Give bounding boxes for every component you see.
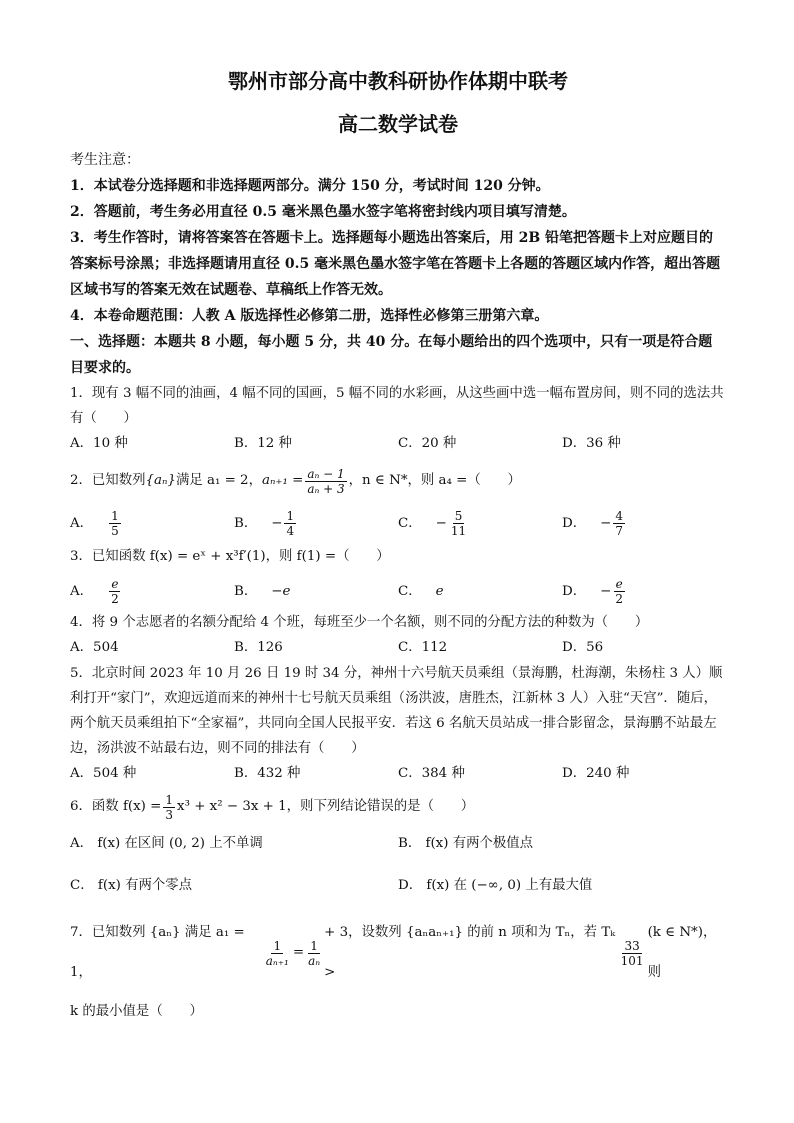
fraction-denominator: aₙ₊₁ (265, 953, 289, 968)
fraction-numerator: 1 (165, 792, 174, 807)
fraction-numerator: 1 (273, 938, 282, 953)
option-c (398, 577, 562, 606)
fraction-numerator: aₙ − 1 (307, 466, 345, 481)
fraction-numerator: e (615, 577, 623, 591)
question-stem (70, 913, 726, 993)
fraction-denominator: 3 (165, 807, 174, 822)
option-b: B．432 种 (234, 766, 301, 781)
option-b: B．12 种 (234, 436, 292, 451)
option-row (70, 761, 726, 787)
option-row (70, 635, 726, 661)
exam-subtitle: 高二数学试卷 (338, 112, 458, 136)
question-stem (70, 461, 726, 501)
fraction-denominator: 11 (450, 524, 467, 538)
option-a: A．10 种 (70, 436, 128, 451)
option-label: D． (562, 515, 587, 531)
stem-prefix: 2．已知数列 (70, 473, 146, 488)
fraction-denominator: aₙ + 3 (307, 481, 345, 496)
option-label: B． (234, 515, 258, 531)
option-value: e (435, 583, 444, 599)
fraction-numerator: 5 (454, 509, 463, 523)
fraction-numerator: 1 (111, 509, 119, 523)
equals-sign: = (292, 945, 305, 960)
option-row (70, 577, 726, 606)
option-sign: − (271, 515, 283, 531)
option-d: D． f(x) 在 (−∞, 0) 上有最大值 (398, 878, 593, 893)
notice-item-2: 2．答题前，考生务必用直径 0.5 毫米黑色墨水签字笔将密封线内项目填写清楚。 (70, 204, 576, 220)
coefficient-fraction (163, 793, 175, 822)
option-fraction (284, 509, 296, 538)
option-a: A．504 种 (70, 766, 137, 781)
option-a (70, 577, 234, 606)
option-d (562, 509, 726, 538)
question-3 (70, 544, 726, 606)
fraction-numerator: 1 (310, 938, 318, 953)
option-label: A． (70, 583, 94, 599)
option-d (562, 577, 726, 606)
rhs-fraction (306, 939, 322, 968)
option-a: A． f(x) 在区间 (0, 2) 上不单调 (70, 836, 263, 851)
option-c: C．112 (398, 640, 448, 655)
option-sign: − (600, 583, 612, 599)
option-sign: − (435, 515, 447, 531)
notice-item-1: 1．本试卷分选择题和非选择题两部分。满分 150 分，考试时间 120 分钟。 (70, 178, 550, 194)
recurrence-fraction (305, 467, 346, 496)
option-d: D．56 (562, 640, 604, 655)
option-b: B．126 (234, 640, 283, 655)
question-2 (70, 461, 726, 538)
fraction-denominator: 2 (615, 592, 624, 606)
option-d: D．240 种 (562, 766, 630, 781)
notice-item-3: 3．考生作答时，请将答案答在答题卡上。选择题每小题选出答案后，用 2B 铅笔把答题卡上对应题目的答案标号涂黑；非选择题请用直径 0.5 毫米黑色墨水签字笔在答题卡上各题的答题区域内作答，超出答题区域书写的答案无效在试题卷、草稿纸上作答无效。 (70, 230, 721, 298)
option-label: C． (398, 515, 422, 531)
question-stem: 5．北京时间 2023 年 10 月 26 日 19 时 34 分，神州十六号航天员乘组（景海鹏，杜海潮，朱杨柱 3 人）顺利打开“家门”，欢迎远道而来的神州十七号航天员乘组（汤洪波，唐胜杰，江新林 3 人）入驻“天宫”．随后，两个航天员乘组拍下“全家福”，共同向全国人民报平安．若这 6 名航天员站成一排合影留念，景海鹏不站最左边，汤洪波不站最右边，则不同的排法有（ ） (70, 666, 723, 756)
recurrence-lhs: aₙ₊₁ = (261, 473, 304, 488)
notice-block (70, 147, 726, 329)
question-5 (70, 661, 726, 787)
section-heading: 一、选择题：本题共 8 小题，每小题 5 分，共 40 分。在每小题给出的四个选项中，只有一项是符合题目要求的。 (70, 334, 713, 376)
stem-suffix: x³ + x² − 3x + 1，则下列结论错误的是（ ） (177, 799, 475, 814)
option-label: C． (398, 583, 422, 599)
option-fraction (449, 509, 468, 538)
seq-symbol: {aₙ} (145, 473, 176, 488)
option-c: C． f(x) 有两个零点 (70, 878, 193, 893)
notice-heading: 考生注意： (70, 152, 140, 168)
stem-prefix: 7．已知数列 {aₙ} 满足 a₁ = 1， (70, 925, 245, 980)
question-6 (70, 787, 726, 899)
stem-cond1: 满足 a₁ = 2， (175, 473, 262, 488)
option-label: D． (562, 583, 587, 599)
option-b (234, 577, 398, 606)
fraction-denominator: 101 (620, 953, 644, 968)
exam-page (70, 62, 726, 1024)
option-sign: − (600, 515, 612, 531)
option-c: C．20 种 (398, 436, 457, 451)
question-7 (70, 913, 726, 1024)
stem-cond2: ，n ∈ N*，则 a₄ =（ ） (348, 473, 521, 488)
exam-title: 鄂州市部分高中教科研协作体期中联考 (228, 69, 568, 93)
fraction-numerator: e (111, 577, 119, 591)
option-fraction (109, 509, 121, 538)
question-stem: 1．现有 3 幅不同的油画，4 幅不同的国画，5 幅不同的水彩画，从这些画中选一幅布置房间，则不同的选法共有（ ） (70, 386, 724, 426)
option-b: B． f(x) 有两个极值点 (398, 836, 534, 851)
question-stem: 3．已知函数 f(x) = eˣ + x³f′(1)，则 f(1) =（ ） (70, 549, 390, 564)
option-row (70, 509, 726, 538)
fraction-denominator: aₙ (308, 953, 321, 968)
fraction-denominator: 4 (286, 524, 295, 538)
option-label: A． (70, 515, 94, 531)
option-fraction (613, 509, 625, 538)
fraction-denominator: 5 (111, 524, 119, 538)
question-1 (70, 381, 726, 457)
stem-suffix: (k ∈ N*)，则 (647, 925, 717, 980)
fraction-numerator: 33 (624, 938, 640, 953)
option-d: D．36 种 (562, 436, 621, 451)
option-a: A．504 (70, 640, 119, 655)
option-value: −e (271, 583, 291, 599)
option-row (70, 873, 726, 899)
threshold-fraction (619, 939, 646, 968)
question-stem (70, 787, 726, 827)
question-4 (70, 610, 726, 661)
stem-mid: + 3，设数列 {aₙaₙ₊₁} 的前 n 项和为 Tₙ，若 Tₖ > (324, 925, 616, 980)
fraction-denominator: 7 (615, 524, 624, 538)
fraction-numerator: 4 (615, 509, 624, 523)
stem-prefix: 6．函数 f(x) = (70, 799, 162, 814)
option-fraction (613, 577, 625, 606)
fraction-denominator: 2 (111, 592, 119, 606)
lhs-fraction (264, 939, 291, 968)
question-stem-line2: k 的最小值是（ ） (70, 1004, 203, 1019)
option-c: C．384 种 (398, 766, 465, 781)
option-fraction (109, 577, 121, 606)
option-label: B． (234, 583, 258, 599)
option-a (70, 509, 234, 538)
option-c (398, 509, 562, 538)
question-stem: 4．将 9 个志愿者的名额分配给 4 个班，每班至少一个名额，则不同的分配方法的种数为（ ） (70, 615, 649, 630)
option-row (70, 431, 726, 457)
notice-item-4: 4．本卷命题范围：人教 A 版选择性必修第二册，选择性必修第三册第六章。 (70, 308, 549, 324)
option-row (70, 831, 726, 857)
option-b (234, 509, 398, 538)
fraction-numerator: 1 (286, 509, 295, 523)
